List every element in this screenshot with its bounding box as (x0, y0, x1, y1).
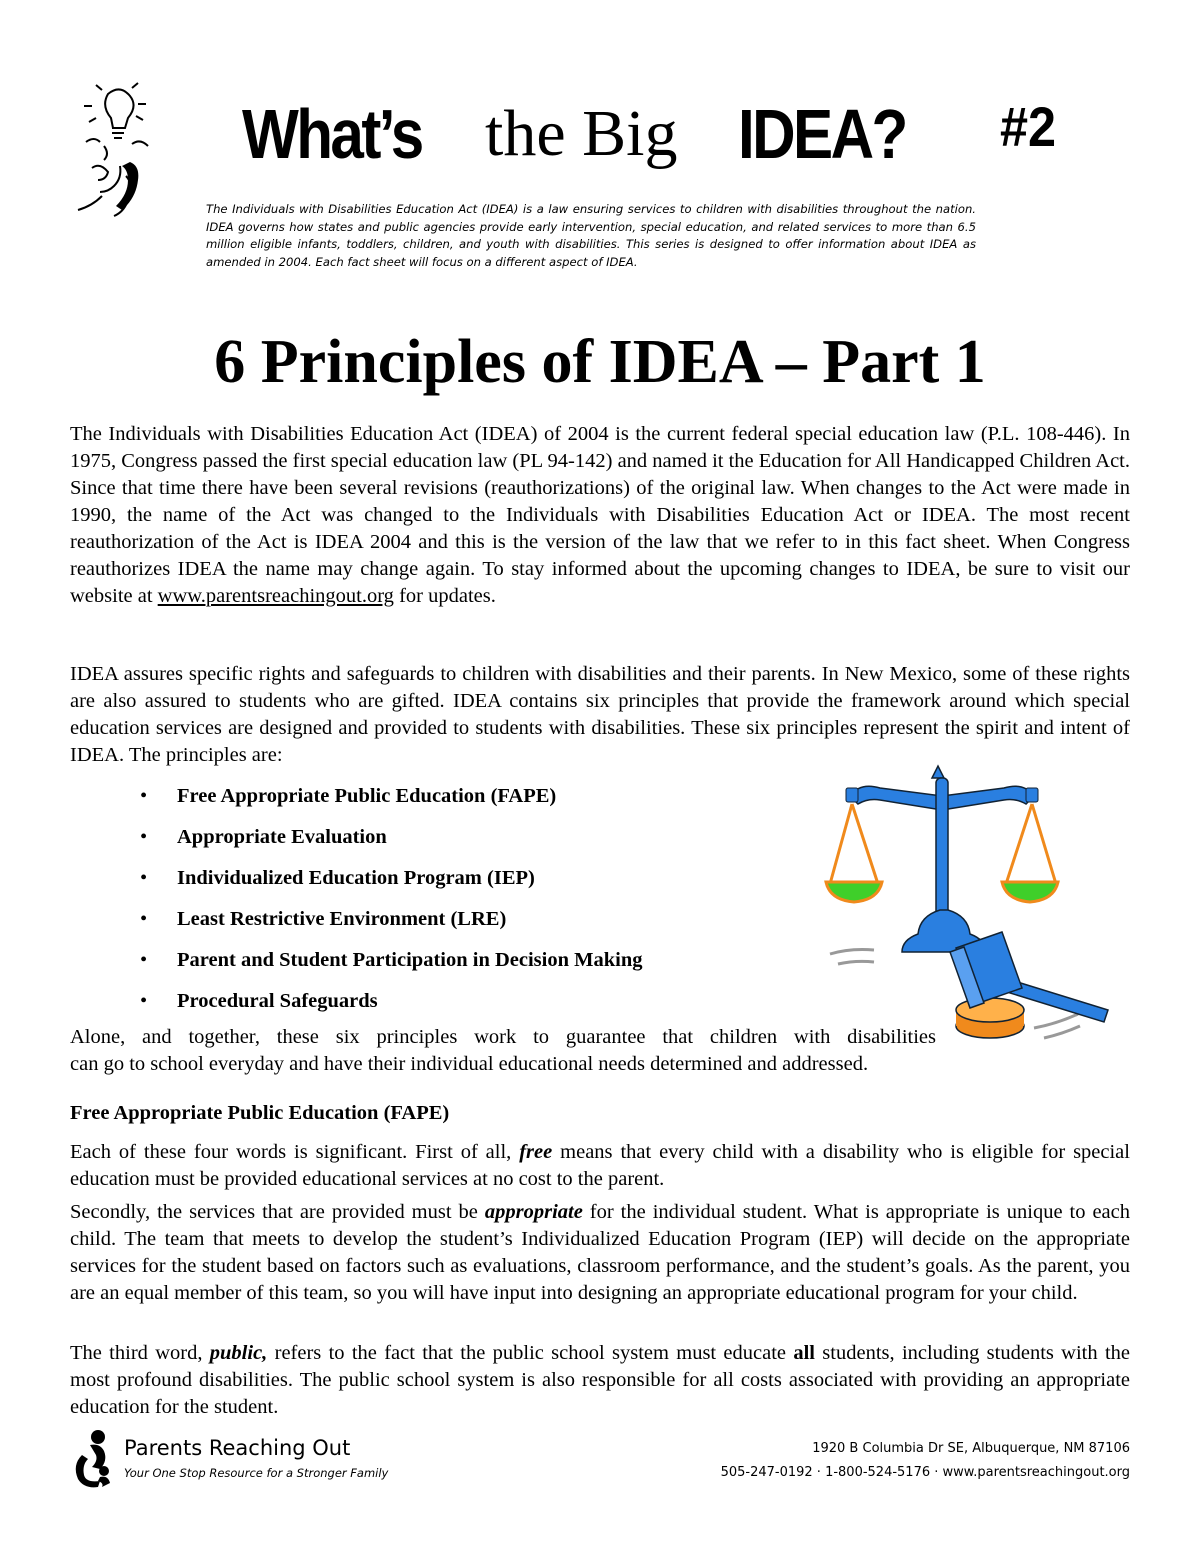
paragraph-rights: IDEA assures specific rights and safeguards to children with disabilities and their parents. In New Mexico, some of these rights are also assured to students who are gifted. IDEA contains six principles that provide the framework around which special education services are designed and provided to students with disabilities. These six principles represent the spirit and intent of IDEA. The principles are: (70, 663, 1130, 766)
paragraph-appropriate (70, 1199, 1130, 1307)
issue-number: #2 (1000, 95, 1057, 158)
public-emphasis: public, (209, 1342, 268, 1364)
paragraph-public (70, 1340, 1130, 1421)
paragraph-overview-text: The Individuals with Disabilities Education Act (IDEA) of 2004 is the current federal special education law (P.L. 108-446). In 1975, Congress passed the first special education law (PL 94-142) and named it the Education for All Handicapped Children Act. Since that time there have been several revisions (reauthorizations) of the original law. When changes to the Act were made in 1990, the name of the Act was changed to the Individuals with Disabilities Education Act or IDEA. The most recent reauthorization of the Act is IDEA 2004 and this is the version of the law that we refer to in this fact sheet. When Congress reauthorizes IDEA the name may change again. To stay informed about the upcoming changes to IDEA, be sure to visit our website at (70, 423, 1130, 607)
public-all-emphasis: all (793, 1342, 815, 1364)
public-text-c: students, including students with the most profound disabilities. The public school system is also responsible for all costs associated with providing an appropriate education for the student. (70, 1342, 1130, 1418)
public-text-a: The third word, (70, 1342, 210, 1364)
page-title: 6 Principles of IDEA – Part 1 (214, 328, 986, 396)
list-item: • Parent and Student Participation in Decision Making (140, 947, 642, 988)
address: 1920 B Columbia Dr SE, Albuquerque, NM 87106 (812, 1441, 1130, 1456)
together-line-2: can go to school everyday and have their individual educational needs determined and addressed. (70, 1053, 869, 1075)
free-emphasis: free (519, 1141, 553, 1163)
list-item: • Procedural Safeguards (140, 988, 642, 1029)
lightbulb-thinking-icon (72, 82, 164, 220)
title-whats: What’s (242, 95, 422, 173)
appropriate-text-a: Secondly, the services that are provided must be (70, 1201, 485, 1223)
contact-info: 505-247-0192 · 1-800-524-5176 · www.parentsreachingout.org (720, 1465, 1130, 1480)
paragraph-free (70, 1139, 1130, 1193)
public-text-b: refers to the fact that the public school system must educate (267, 1342, 794, 1364)
free-text-b: means that every child with a disability who is eligible for special education must be provided educational services at no cost to the parent. (70, 1141, 1130, 1190)
org-name: Parents Reaching Out (124, 1436, 351, 1460)
tagline: Your One Stop Resource for a Stronger Family (124, 1466, 389, 1480)
title-the-big: the Big (485, 97, 678, 170)
list-item: • Appropriate Evaluation (140, 824, 642, 865)
scales-of-justice-icon (822, 758, 1122, 1048)
paragraph-overview (70, 421, 1130, 610)
appropriate-text-b: for the individual student. What is appropriate is unique to each child. The team that meets to develop the student’s Individualized Education Program (IEP) will decide on the appropriate services for the student based on factors such as evaluations, classroom performance, and the student’s goals. As the parent, you are an equal member of this team, so you will have input into designing an appropriate educational program for your child. (70, 1201, 1131, 1304)
paragraph-together (70, 1024, 1130, 1078)
list-item: • Individualized Education Program (IEP) (140, 865, 642, 906)
free-text-a: Each of these four words is significant. First of all, (70, 1141, 520, 1163)
fape-heading: Free Appropriate Public Education (FAPE) (70, 1102, 450, 1124)
principles-list (140, 783, 642, 1029)
website-link[interactable]: www.parentsreachingout.org (157, 585, 394, 607)
title-idea: IDEA? (738, 95, 906, 173)
paragraph-overview-tail: for updates. (393, 585, 496, 607)
appropriate-emphasis: appropriate (484, 1201, 583, 1223)
together-line-1: Alone, and together, these six principles work to guarantee that children with disabilities (70, 1026, 936, 1048)
intro-text: The Individuals with Disabilities Education Act (IDEA) is a law ensuring services to children with disabilities throughout the nation. IDEA governs how states and public agencies provide early intervention, special education, and related services to more than 6.5 million eligible infants, toddlers, children, and youth with disabilities. This series is designed to offer information about IDEA as amended in 2004. Each fact sheet will focus on a different aspect of IDEA. (206, 202, 976, 269)
parents-reaching-out-logo-icon (72, 1429, 116, 1489)
list-item: • Free Appropriate Public Education (FAPE) (140, 783, 642, 824)
list-item: • Least Restrictive Environment (LRE) (140, 906, 642, 947)
